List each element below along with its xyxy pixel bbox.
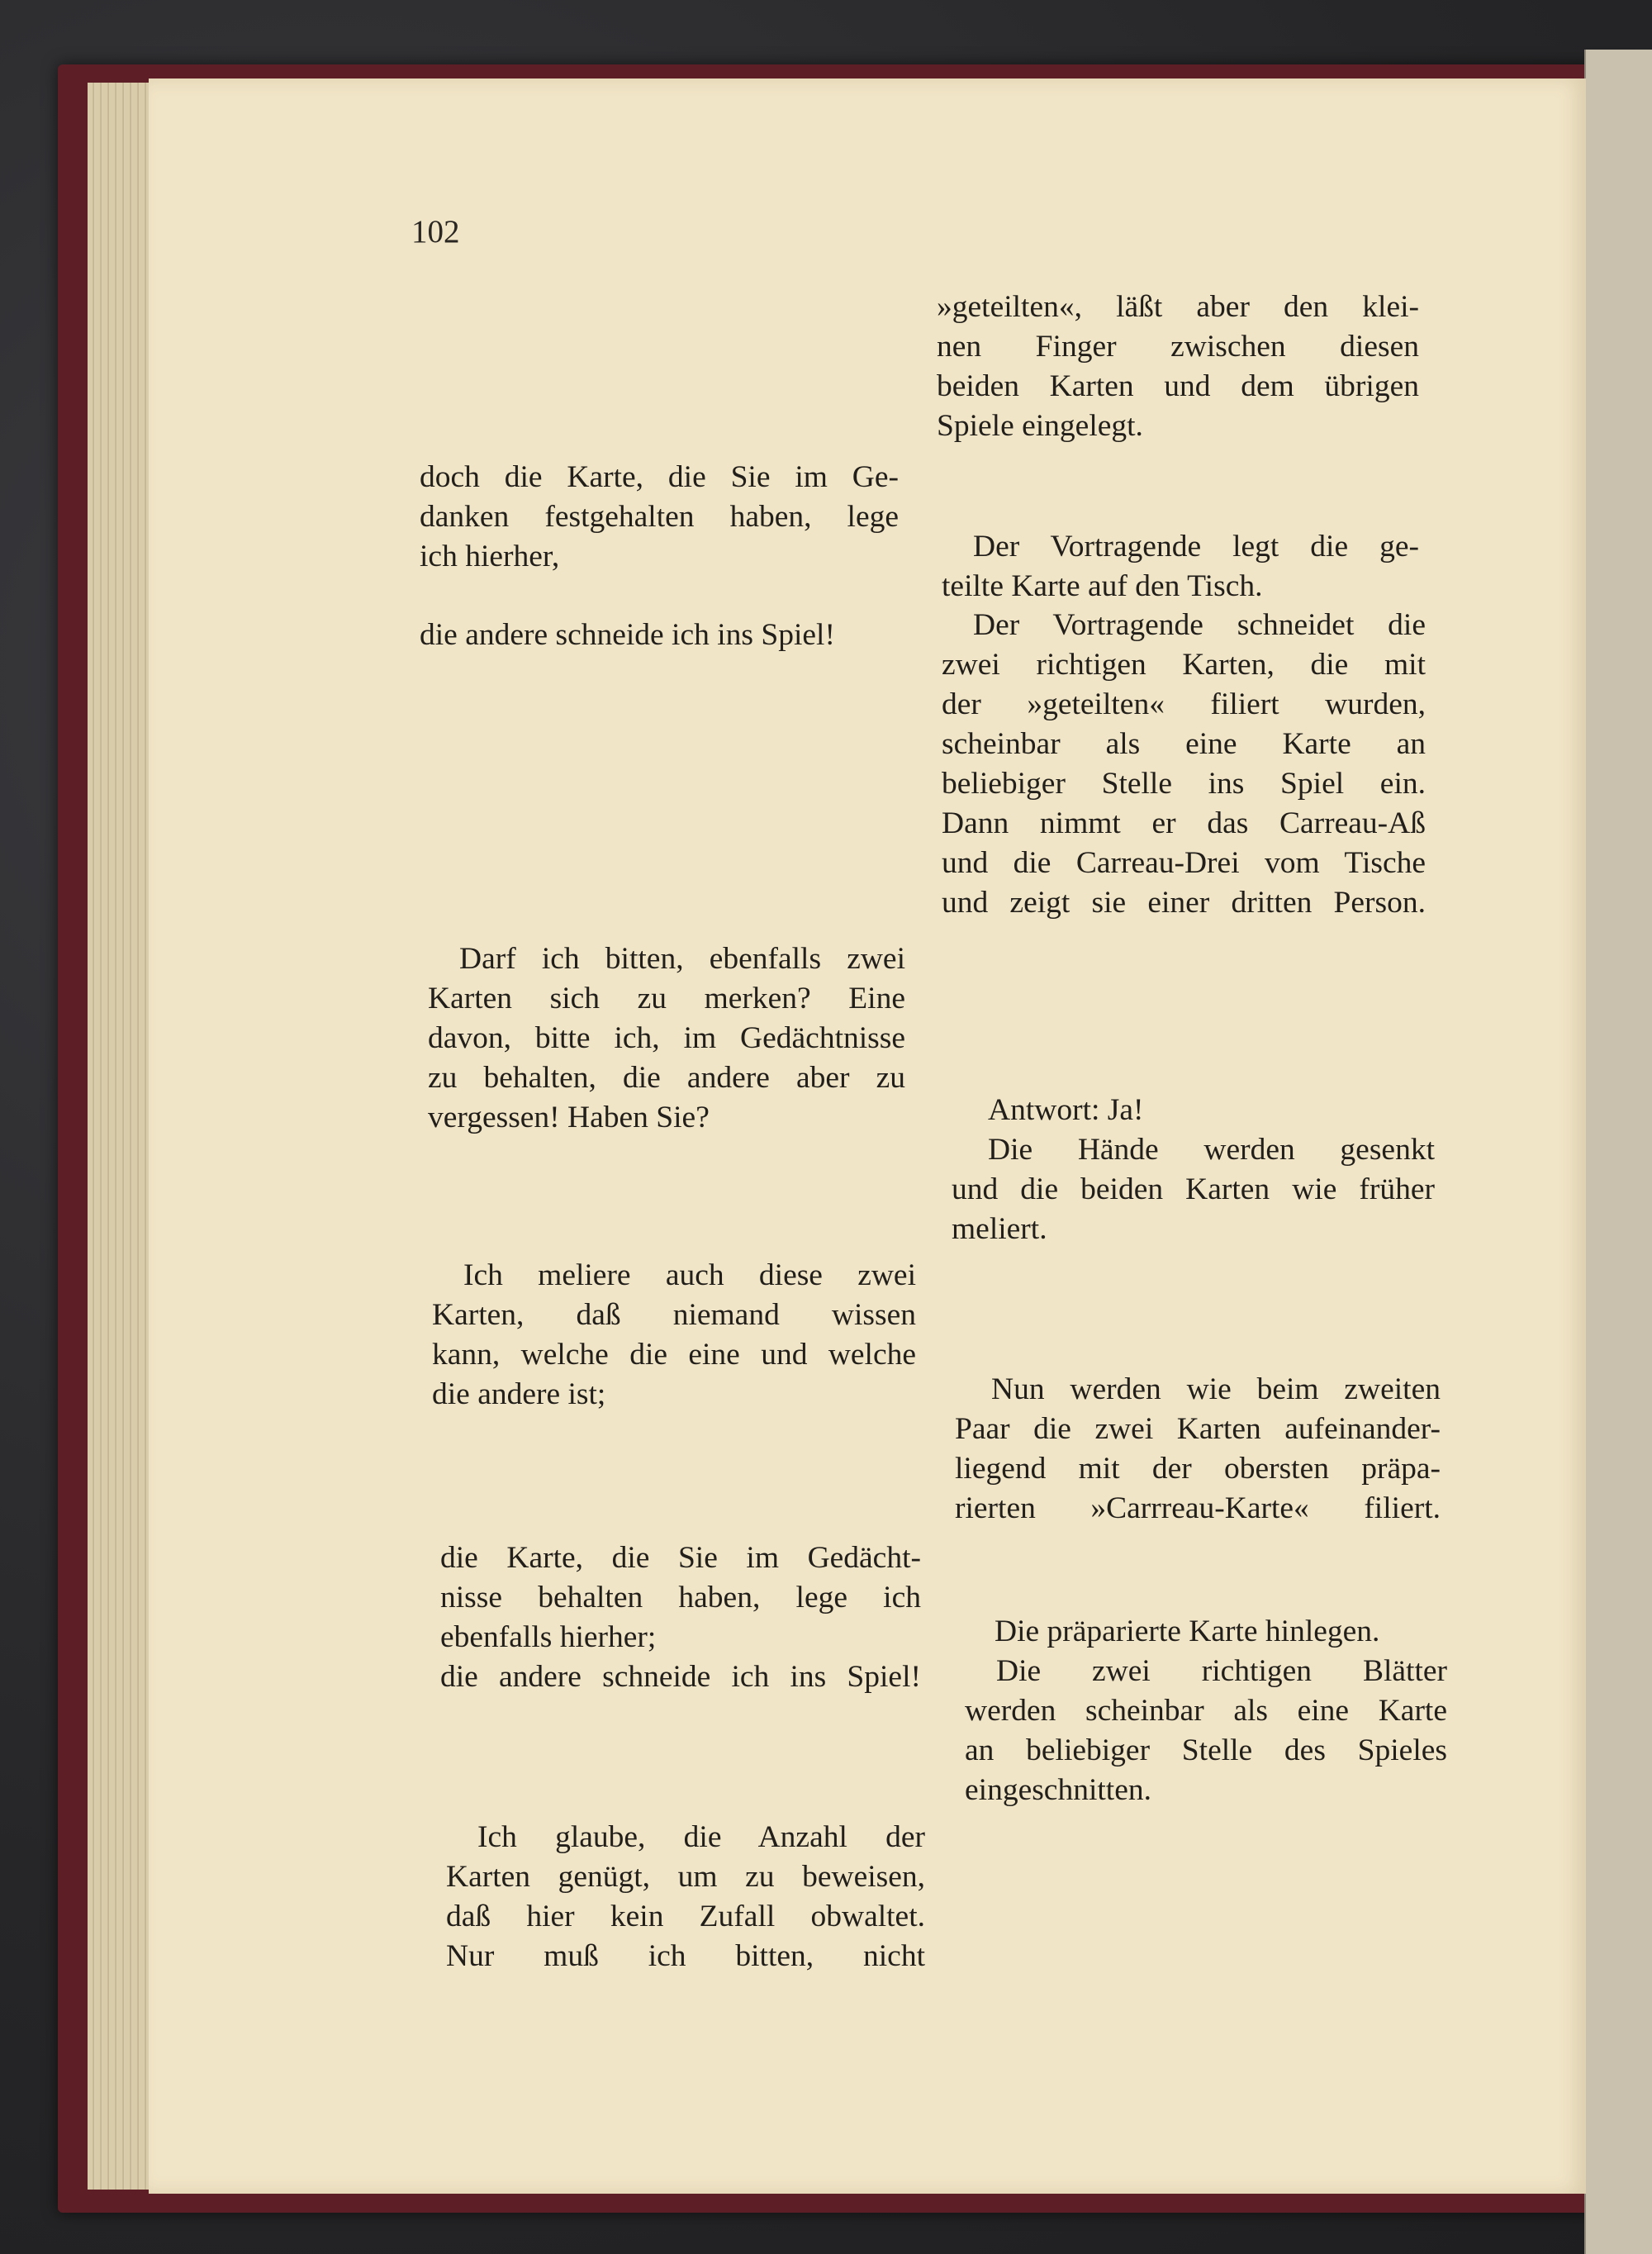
text-line: die andere schneide ich ins Spiel! xyxy=(440,1660,921,1694)
text-line: beiden Karten und dem übrigen xyxy=(937,369,1419,403)
text-line: doch die Karte, die Sie im Ge- xyxy=(420,460,899,494)
text-line: liegend mit der obersten präpa- xyxy=(955,1452,1441,1486)
text-line: Karten genügt, um zu beweisen, xyxy=(446,1860,925,1894)
text-line: werden scheinbar als eine Karte xyxy=(965,1694,1447,1728)
text-line: meliert. xyxy=(952,1212,1047,1246)
text-line: Der Vortragende schneidet die xyxy=(973,608,1426,642)
right-paragraph-4 xyxy=(988,1091,1401,1130)
text-line: nen Finger zwischen diesen xyxy=(937,330,1419,364)
text-line: »geteilten«, läßt aber den klei- xyxy=(937,290,1419,324)
text-line: scheinbar als eine Karte an xyxy=(942,727,1426,761)
text-line: der »geteilten« filiert wurden, xyxy=(942,687,1426,721)
text-line: zwei richtigen Karten, die mit xyxy=(942,648,1426,682)
text-line: daß hier kein Zufall obwaltet. xyxy=(446,1900,925,1933)
text-line: eingeschnitten. xyxy=(965,1773,1151,1807)
text-line: Die zwei richtigen Blätter xyxy=(996,1654,1447,1688)
left-paragraph-6 xyxy=(446,1818,925,1976)
left-paragraph-1 xyxy=(420,458,899,577)
text-line: beliebiger Stelle ins Spiel ein. xyxy=(942,767,1426,801)
text-line: die Karte, die Sie im Gedächt- xyxy=(440,1541,921,1575)
text-line: vergessen! Haben Sie? xyxy=(428,1101,710,1134)
text-line: nisse behalten haben, lege ich xyxy=(440,1581,921,1614)
text-line: Die präparierte Karte hinlegen. xyxy=(995,1614,1380,1648)
left-paragraph-3 xyxy=(428,939,905,1138)
text-line: Darf ich bitten, ebenfalls zwei xyxy=(459,942,905,976)
text-line: Der Vortragende legt die ge- xyxy=(973,530,1419,564)
right-paragraph-8 xyxy=(965,1652,1447,1810)
right-paragraph-6 xyxy=(955,1370,1441,1529)
text-line: die andere ist; xyxy=(432,1377,606,1411)
text-line: rierten »Carrreau-Karte« filiert. xyxy=(955,1491,1441,1525)
right-paragraph-2 xyxy=(942,527,1419,606)
facing-page-edge xyxy=(1584,50,1652,2254)
text-line: die andere schneide ich ins Spiel! xyxy=(420,618,835,652)
text-line: Die Hände werden gesenkt xyxy=(988,1133,1435,1167)
text-line: ich hierher, xyxy=(420,540,560,573)
left-paragraph-2 xyxy=(420,616,903,655)
text-line: Nur muß ich bitten, nicht xyxy=(446,1939,925,1973)
text-line: teilte Karte auf den Tisch. xyxy=(942,569,1263,603)
right-paragraph-3 xyxy=(942,606,1426,923)
text-line: Karten, daß niemand wissen xyxy=(432,1298,916,1332)
text-line: Dann nimmt er das Carreau-Aß xyxy=(942,806,1426,840)
page-number: 102 xyxy=(411,214,460,250)
text-line: und die beiden Karten wie früher xyxy=(952,1172,1435,1206)
text-line: Nun werden wie beim zweiten xyxy=(991,1372,1441,1406)
right-paragraph-5 xyxy=(952,1130,1435,1249)
text-line: Spiele eingelegt. xyxy=(937,409,1143,443)
text-line: Paar die zwei Karten aufeinander- xyxy=(955,1412,1441,1446)
right-paragraph-7 xyxy=(995,1612,1457,1652)
text-line: davon, bitte ich, im Gedächtnisse xyxy=(428,1021,905,1055)
text-line: und die Carreau-Drei vom Tische xyxy=(942,846,1426,880)
text-line: kann, welche die eine und welche xyxy=(432,1338,916,1372)
text-line: und zeigt sie einer dritten Person. xyxy=(942,886,1426,920)
text-line: danken festgehalten haben, lege xyxy=(420,500,899,534)
left-paragraph-5 xyxy=(440,1538,921,1697)
text-line: zu behalten, die andere aber zu xyxy=(428,1061,905,1095)
text-line: Karten sich zu merken? Eine xyxy=(428,982,905,1015)
text-line: an beliebiger Stelle des Spieles xyxy=(965,1733,1447,1767)
text-line: Ich glaube, die Anzahl der xyxy=(477,1820,925,1854)
left-paragraph-4 xyxy=(432,1256,916,1415)
text-line: Ich meliere auch diese zwei xyxy=(463,1258,916,1292)
text-line: Antwort: Ja! xyxy=(988,1093,1144,1127)
text-line: ebenfalls hierher; xyxy=(440,1620,657,1654)
right-paragraph-1 xyxy=(937,288,1419,446)
